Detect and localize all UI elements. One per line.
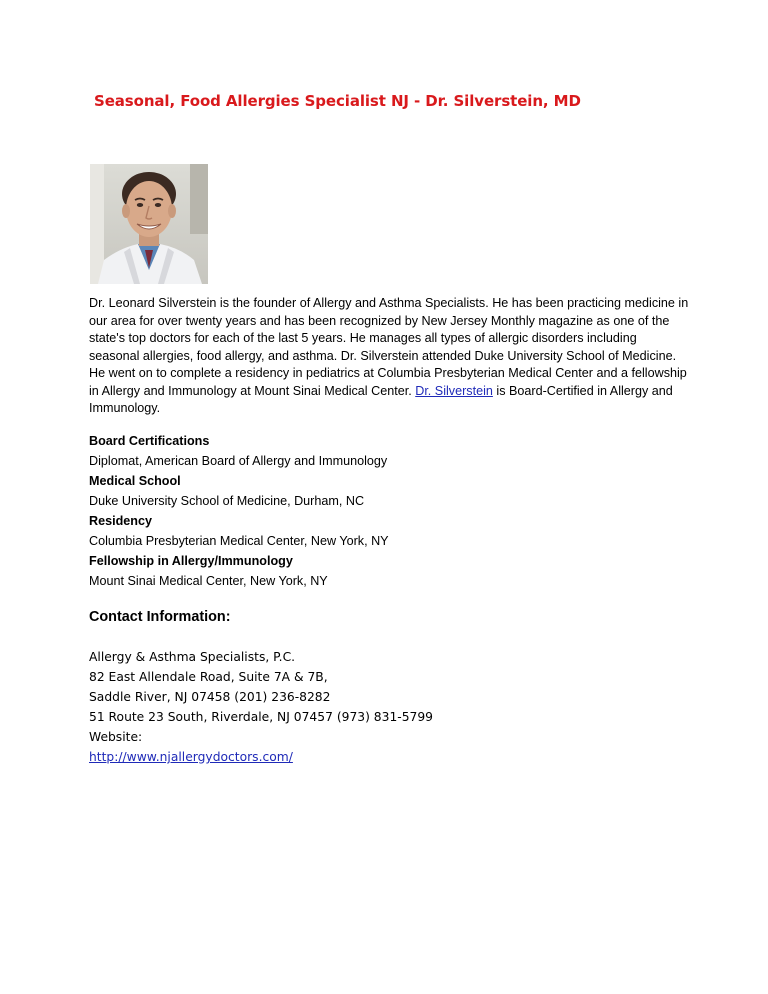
- address-line-3: 51 Route 23 South, Riverdale, NJ 07457 (973) 831-5799: [89, 710, 433, 724]
- bio-text-end: is Board-Certified in Allergy and Immunology.: [89, 383, 673, 415]
- doctor-photo: [90, 164, 208, 284]
- credential-label-medical-school: Medical School: [89, 474, 181, 488]
- practice-name: Allergy & Asthma Specialists, P.C.: [89, 650, 296, 664]
- credential-label-board-certifications: Board Certifications: [89, 434, 210, 448]
- credential-value-medical-school: Duke University School of Medicine, Durham, NC: [89, 494, 365, 508]
- website-line: [89, 727, 433, 767]
- credentials-section: [89, 431, 389, 591]
- credential-label-fellowship: Fellowship in Allergy/Immunology: [89, 554, 293, 568]
- website-link[interactable]: http://www.njallergydoctors.com/: [89, 750, 293, 764]
- page-title: Seasonal, Food Allergies Specialist NJ - Dr. Silverstein, MD: [94, 92, 581, 110]
- credential-label-residency: Residency: [89, 514, 152, 528]
- address-line-1: 82 East Allendale Road, Suite 7A & 7B,: [89, 670, 328, 684]
- website-label: Website:: [89, 730, 143, 744]
- contact-section: [89, 647, 433, 767]
- doctor-profile-link[interactable]: Dr. Silverstein: [415, 383, 493, 398]
- bio-text: Dr. Leonard Silverstein is the founder of Allergy and Asthma Specialists. He has been practicing medicine in our area for over twenty years and has been recognized by New Jersey Monthly magazine as one of the state's top doctors for each of the last 5 years. He manages all types of allergic disorders including seasonal allergies, food allergy, and asthma. Dr. Silverstein attended Duke University School of Medicine. He went on to complete a residency in pediatrics at Columbia Presbyterian Medical Center and a fellowship in Allergy and Immunology at Mount Sinai Medical Center.: [89, 296, 689, 398]
- contact-heading: Contact Information:: [89, 609, 231, 625]
- address-line-2: Saddle River, NJ 07458 (201) 236-8282: [89, 690, 331, 704]
- credential-value-board-certifications: Diplomat, American Board of Allergy and Immunology: [89, 454, 388, 468]
- doctor-bio: [89, 295, 689, 418]
- credential-value-fellowship: Mount Sinai Medical Center, New York, NY: [89, 574, 328, 588]
- credential-value-residency: Columbia Presbyterian Medical Center, New York, NY: [89, 534, 389, 548]
